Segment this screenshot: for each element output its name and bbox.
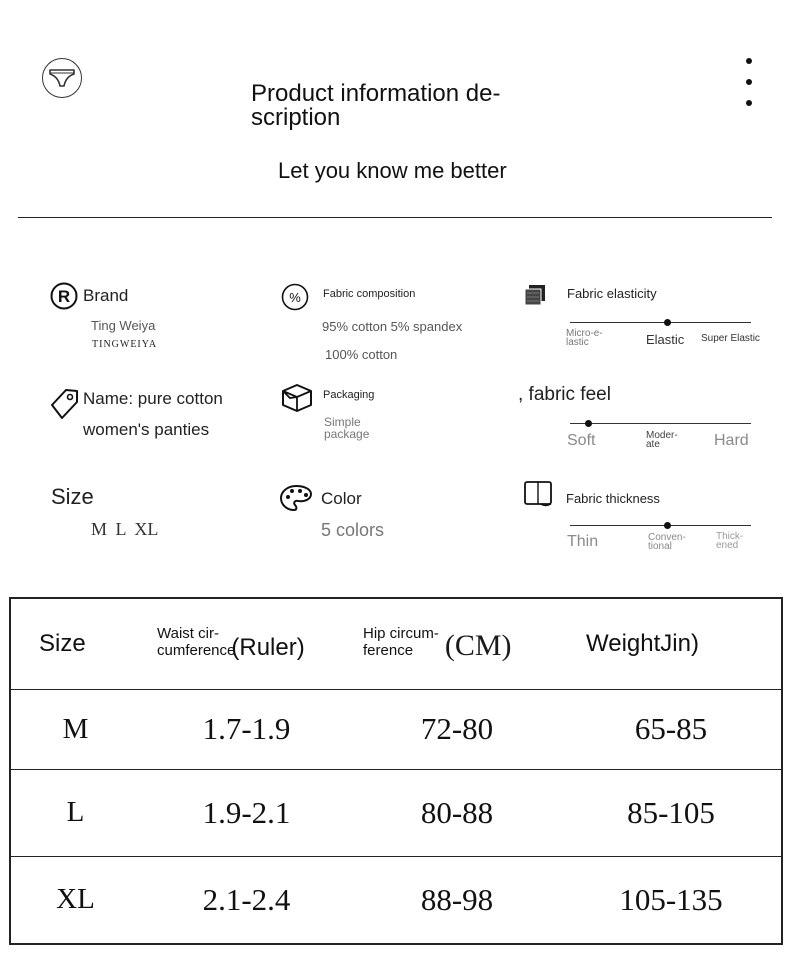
svg-text:R: R [57,287,71,306]
thickness-scale-mid-line2: tional [648,541,672,552]
thickness-scale-high-line2: ened [716,540,739,551]
page-title-line1: Product information de- [251,80,501,107]
table-header-cell [561,598,782,689]
header-hip [363,625,439,659]
thickness-scale-line [570,525,751,526]
header-waist-line1: Waist cir- [157,625,219,643]
fabric-composition-value2: 100% cotton [325,347,398,362]
cell-hip: 72-80 [353,689,561,769]
feel-scale-mid-line2: ate [646,439,660,450]
percent-icon [281,283,309,316]
thickness-scale-high-line1: Thick- [716,531,744,542]
palette-icon [279,484,313,517]
more-vertical-icon[interactable] [744,58,754,110]
packaging-label: Packaging [323,389,375,401]
feel-scale-line [570,423,751,424]
thickness-scale-mid-line1: Conven- [648,532,686,543]
elasticity-scale-mid: Elastic [646,332,685,347]
registered-icon [50,282,78,315]
header-size: Size [39,629,86,657]
header-hip-line1: Hip circum- [363,624,439,642]
size-label: Size [51,484,94,509]
fabric-composition-value1: 95% cotton 5% spandex [322,319,463,334]
name-label-line2: women's panties [83,420,210,439]
thickness-scale-low: Thin [567,533,599,550]
box-icon [280,383,314,418]
svg-text:%: % [289,290,301,305]
header-weight: WeightJin) [586,629,699,657]
table-header-cell [353,598,561,689]
cell-weight: 85-105 [561,769,782,856]
page-title [251,82,541,130]
thickness-scale-mid [648,533,686,551]
header-divider [18,217,772,218]
feel-scale-low: Soft [567,432,596,449]
header-waist [157,625,235,659]
cell-waist: 1.7-1.9 [140,689,353,769]
fabric-elasticity-label: Fabric elasticity [567,286,657,301]
elasticity-scale-low-line2: lastic [566,337,589,348]
elasticity-scale-low-line1: Micro-e- [566,328,603,339]
page-title-line2: scription [251,104,341,131]
name-label-line1: Name: pure cotton [83,389,223,408]
cell-size: XL [10,856,140,944]
fabric-feel-label: , fabric feel [518,384,611,405]
thickness-scale-high [716,532,743,550]
cell-weight: 105-135 [561,856,782,944]
panties-icon [42,58,82,98]
cell-hip: 88-98 [353,856,561,944]
header-hip-line2: ference [363,641,414,659]
fabric-swatch-icon [523,283,547,312]
elasticity-scale-low [566,329,603,347]
size-table [9,597,783,945]
brand-value: Ting Weiya [91,318,156,333]
tag-icon [48,387,80,426]
size-value: M L XL [91,519,159,539]
cell-hip: 80-88 [353,769,561,856]
table-row [10,689,782,769]
feel-scale-high: Hard [714,432,749,449]
color-value: 5 colors [321,520,385,540]
cell-waist: 1.9-2.1 [140,769,353,856]
cell-waist: 2.1-2.4 [140,856,353,944]
color-label: Color [321,489,362,508]
elasticity-scale-marker [664,319,671,326]
header-waist-line2: cumference [157,642,236,660]
packaging-value [324,416,369,440]
packaging-value-line2: package [324,427,370,441]
fabric-composition-label: Fabric composition [323,288,416,300]
cell-weight: 65-85 [561,689,782,769]
book-icon [523,480,553,513]
thickness-scale-marker [664,522,671,529]
cell-size: L [10,769,140,856]
feel-scale-marker [585,420,592,427]
table-header-cell [10,598,140,689]
table-row [10,769,782,856]
fabric-thickness-label: Fabric thickness [566,491,660,506]
elasticity-scale-high: Super Elastic [701,333,760,344]
elasticity-scale-line [570,322,751,323]
header-hip-unit: (CM) [444,628,512,662]
cell-size: M [10,689,140,769]
feel-scale-mid [646,431,678,449]
page-subtitle: Let you know me better [278,158,507,183]
packaging-value-line1: Simple [324,415,361,429]
table-header-cell [140,598,353,689]
feel-scale-mid-line1: Moder- [646,430,678,441]
brand-value-alt: TINGWEIYA [92,339,158,350]
brand-label: Brand [83,286,129,305]
table-row [10,856,782,944]
table-header-row [10,598,782,689]
header-waist-unit: (Ruler) [231,634,305,662]
